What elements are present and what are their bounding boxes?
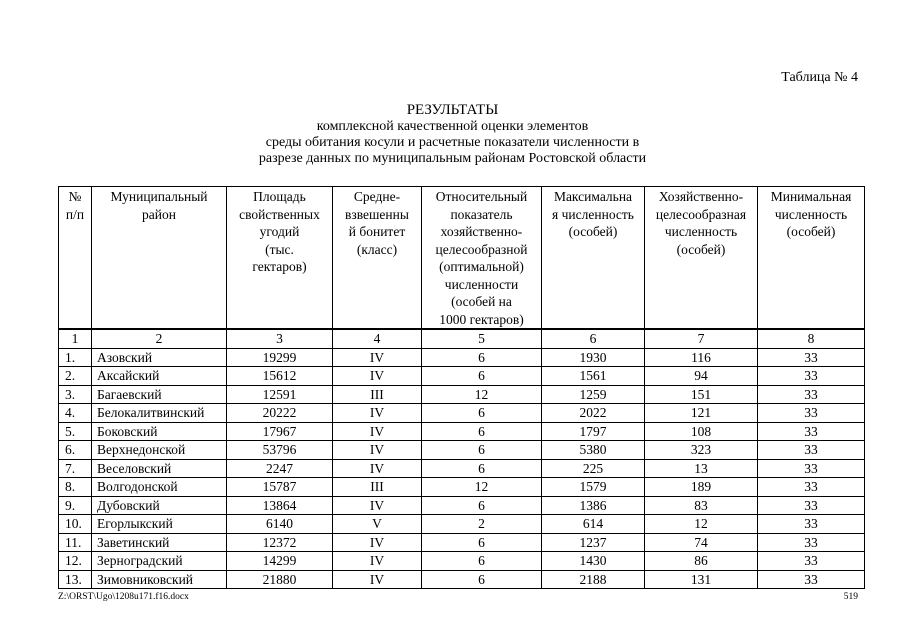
table-cell: 6 [422,570,542,589]
table-cell: 131 [645,570,758,589]
table-cell: III [333,385,422,404]
column-number-cell: 2 [92,329,227,348]
table-cell: 225 [542,459,645,478]
table-cell: 6 [422,552,542,571]
table-cell: 6140 [227,515,333,534]
table-cell: IV [333,533,422,552]
column-header-line: Муниципальный [110,189,208,204]
table-cell: Аксайский [92,367,227,386]
table-row [59,422,865,441]
table-cell: IV [333,422,422,441]
table-cell: 13 [645,459,758,478]
table-cell: 21880 [227,570,333,589]
table-row [59,441,865,460]
table-cell: V [333,515,422,534]
column-header [333,187,422,330]
column-header-line: Хозяйственно- [658,189,744,204]
table-row [59,404,865,423]
table-cell: 1579 [542,478,645,497]
table-cell: 1561 [542,367,645,386]
table-cell: 33 [758,348,865,367]
column-header-line: я численность [552,206,634,222]
column-header-line: численность [774,206,848,222]
table-cell: 121 [645,404,758,423]
column-header-line: Относительный [435,189,528,204]
column-header-line: (тыс. [265,241,294,257]
table-cell: 33 [758,570,865,589]
table-cell: 6 [422,348,542,367]
column-header [645,187,758,330]
table-cell: 94 [645,367,758,386]
column-header [92,187,227,330]
column-header-line: угодий [259,224,300,239]
table-cell: 6 [422,496,542,515]
document-title [0,102,905,167]
table-cell: Багаевский [92,385,227,404]
table-cell: 1. [59,348,92,367]
table-row [59,496,865,515]
table-cell: 83 [645,496,758,515]
column-header-line: № [68,189,82,204]
table-cell: 12 [422,478,542,497]
table-cell: IV [333,404,422,423]
column-header [59,187,92,330]
table-cell: 6. [59,441,92,460]
table-cell: 33 [758,478,865,497]
column-header-line: взвешенны [345,206,409,222]
column-header-line: показатель [450,206,513,222]
column-number-cell: 7 [645,329,758,348]
table-cell: 1930 [542,348,645,367]
table-cell: 14299 [227,552,333,571]
table-cell: 1259 [542,385,645,404]
table-cell: 151 [645,385,758,404]
column-header [758,187,865,330]
column-header-line: Максимальна [553,189,633,204]
table-cell: 33 [758,515,865,534]
column-header [542,187,645,330]
table-cell: 33 [758,367,865,386]
table-cell: 12591 [227,385,333,404]
column-header-line: (класс) [356,241,398,257]
column-number-cell: 8 [758,329,865,348]
table-cell: 6 [422,422,542,441]
table-cell: 12 [645,515,758,534]
table-row [59,348,865,367]
table-cell: 15612 [227,367,333,386]
table-cell: 323 [645,441,758,460]
table-cell: 53796 [227,441,333,460]
table-cell: 74 [645,533,758,552]
footer-file-path: Z:\ORST\Ugo\1208u171.f16.docx [58,592,189,602]
table-cell: 2. [59,367,92,386]
table-cell: Зимовниковский [92,570,227,589]
column-header-line: (особей) [568,224,618,239]
table-cell: 3. [59,385,92,404]
table-cell: 1237 [542,533,645,552]
table-cell: 4. [59,404,92,423]
table-cell: 8. [59,478,92,497]
column-header-line: свойственных [239,206,320,222]
table-cell: 86 [645,552,758,571]
table-cell: 19299 [227,348,333,367]
title-main: РЕЗУЛЬТАТЫ [406,102,499,118]
column-header-line: й бонитет [348,224,406,239]
table-cell: Дубовский [92,496,227,515]
header-row [59,187,865,330]
column-header-line: п/п [65,206,85,222]
column-header-line: район [142,206,176,222]
table-cell: Егорлыкский [92,515,227,534]
table-cell: 2188 [542,570,645,589]
column-number-cell: 5 [422,329,542,348]
table-cell: 33 [758,552,865,571]
table-cell: 33 [758,422,865,441]
table-cell: 33 [758,441,865,460]
column-header-line: Средне- [353,189,401,204]
table-cell: 20222 [227,404,333,423]
table-cell: 9. [59,496,92,515]
table-cell: III [333,478,422,497]
table-cell: 6 [422,404,542,423]
table-cell: 2247 [227,459,333,478]
column-header-line: численность [664,224,738,239]
column-header-line: Площадь [253,189,306,204]
column-number-cell: 6 [542,329,645,348]
column-header [227,187,333,330]
title-line: разрезе данных по муниципальным районам Ростовской области [258,151,647,166]
table-row [59,385,865,404]
table-cell: 189 [645,478,758,497]
table-cell: 5380 [542,441,645,460]
column-number-row [59,329,865,348]
column-header-line: целесообразная [655,206,747,222]
table-cell: IV [333,348,422,367]
table-number-label: Таблица № 4 [781,70,858,85]
column-number-cell: 1 [59,329,92,348]
table-cell: 11. [59,533,92,552]
table-body [59,348,865,589]
table-cell: 33 [758,533,865,552]
table-row [59,552,865,571]
table-cell: Белокалитвинский [92,404,227,423]
table-cell: IV [333,441,422,460]
column-header-line: (оптимальной) [439,259,524,274]
table-cell: IV [333,367,422,386]
column-header-line: 1000 гектаров) [439,311,524,327]
column-header-line: хозяйственно- [440,224,523,239]
column-header-line: (особей) [676,241,726,257]
footer-page-number: 519 [843,592,858,602]
results-table [58,186,865,589]
table-cell: Зерноградский [92,552,227,571]
table-row [59,367,865,386]
table-cell: 6 [422,367,542,386]
column-number-cell: 3 [227,329,333,348]
table-cell: IV [333,552,422,571]
table-cell: 6 [422,459,542,478]
table-cell: Боковский [92,422,227,441]
table-row [59,533,865,552]
table-cell: Веселовский [92,459,227,478]
column-header [422,187,542,330]
table-row [59,570,865,589]
table-cell: 12 [422,385,542,404]
column-header-line: (особей на [451,294,512,309]
table-cell: 12372 [227,533,333,552]
table-cell: 15787 [227,478,333,497]
table-cell: 614 [542,515,645,534]
table-cell: 1797 [542,422,645,441]
table-cell: Волгодонской [92,478,227,497]
table-cell: IV [333,496,422,515]
table-cell: 108 [645,422,758,441]
column-header-line: Минимальная [770,189,852,204]
table-cell: 13864 [227,496,333,515]
table-cell: IV [333,459,422,478]
table-cell: 12. [59,552,92,571]
table-cell: 7. [59,459,92,478]
table-cell: 17967 [227,422,333,441]
table-cell: 6 [422,441,542,460]
table-cell: 1386 [542,496,645,515]
table-cell: 5. [59,422,92,441]
table-cell: IV [333,570,422,589]
table-row [59,478,865,497]
column-header-line: целесообразной [435,241,528,257]
table-cell: 6 [422,533,542,552]
table-cell: 33 [758,496,865,515]
table-cell: 116 [645,348,758,367]
column-number-cell: 4 [333,329,422,348]
table-cell: 33 [758,459,865,478]
table-cell: 2022 [542,404,645,423]
table-cell: 2 [422,515,542,534]
table-cell: 1430 [542,552,645,571]
title-line: среды обитания косули и расчетные показатели численности в [265,135,640,150]
table-cell: 10. [59,515,92,534]
table-cell: 33 [758,385,865,404]
table-cell: Азовский [92,348,227,367]
column-header-line: гектаров) [252,259,307,274]
column-header-line: (особей) [786,224,836,239]
table-cell: 13. [59,570,92,589]
column-header-line: численности [444,276,519,292]
title-line: комплексной качественной оценки элементов [316,119,589,134]
table-cell: Верхнедонской [92,441,227,460]
table-row [59,459,865,478]
table-cell: 33 [758,404,865,423]
table-row [59,515,865,534]
table-cell: Заветинский [92,533,227,552]
